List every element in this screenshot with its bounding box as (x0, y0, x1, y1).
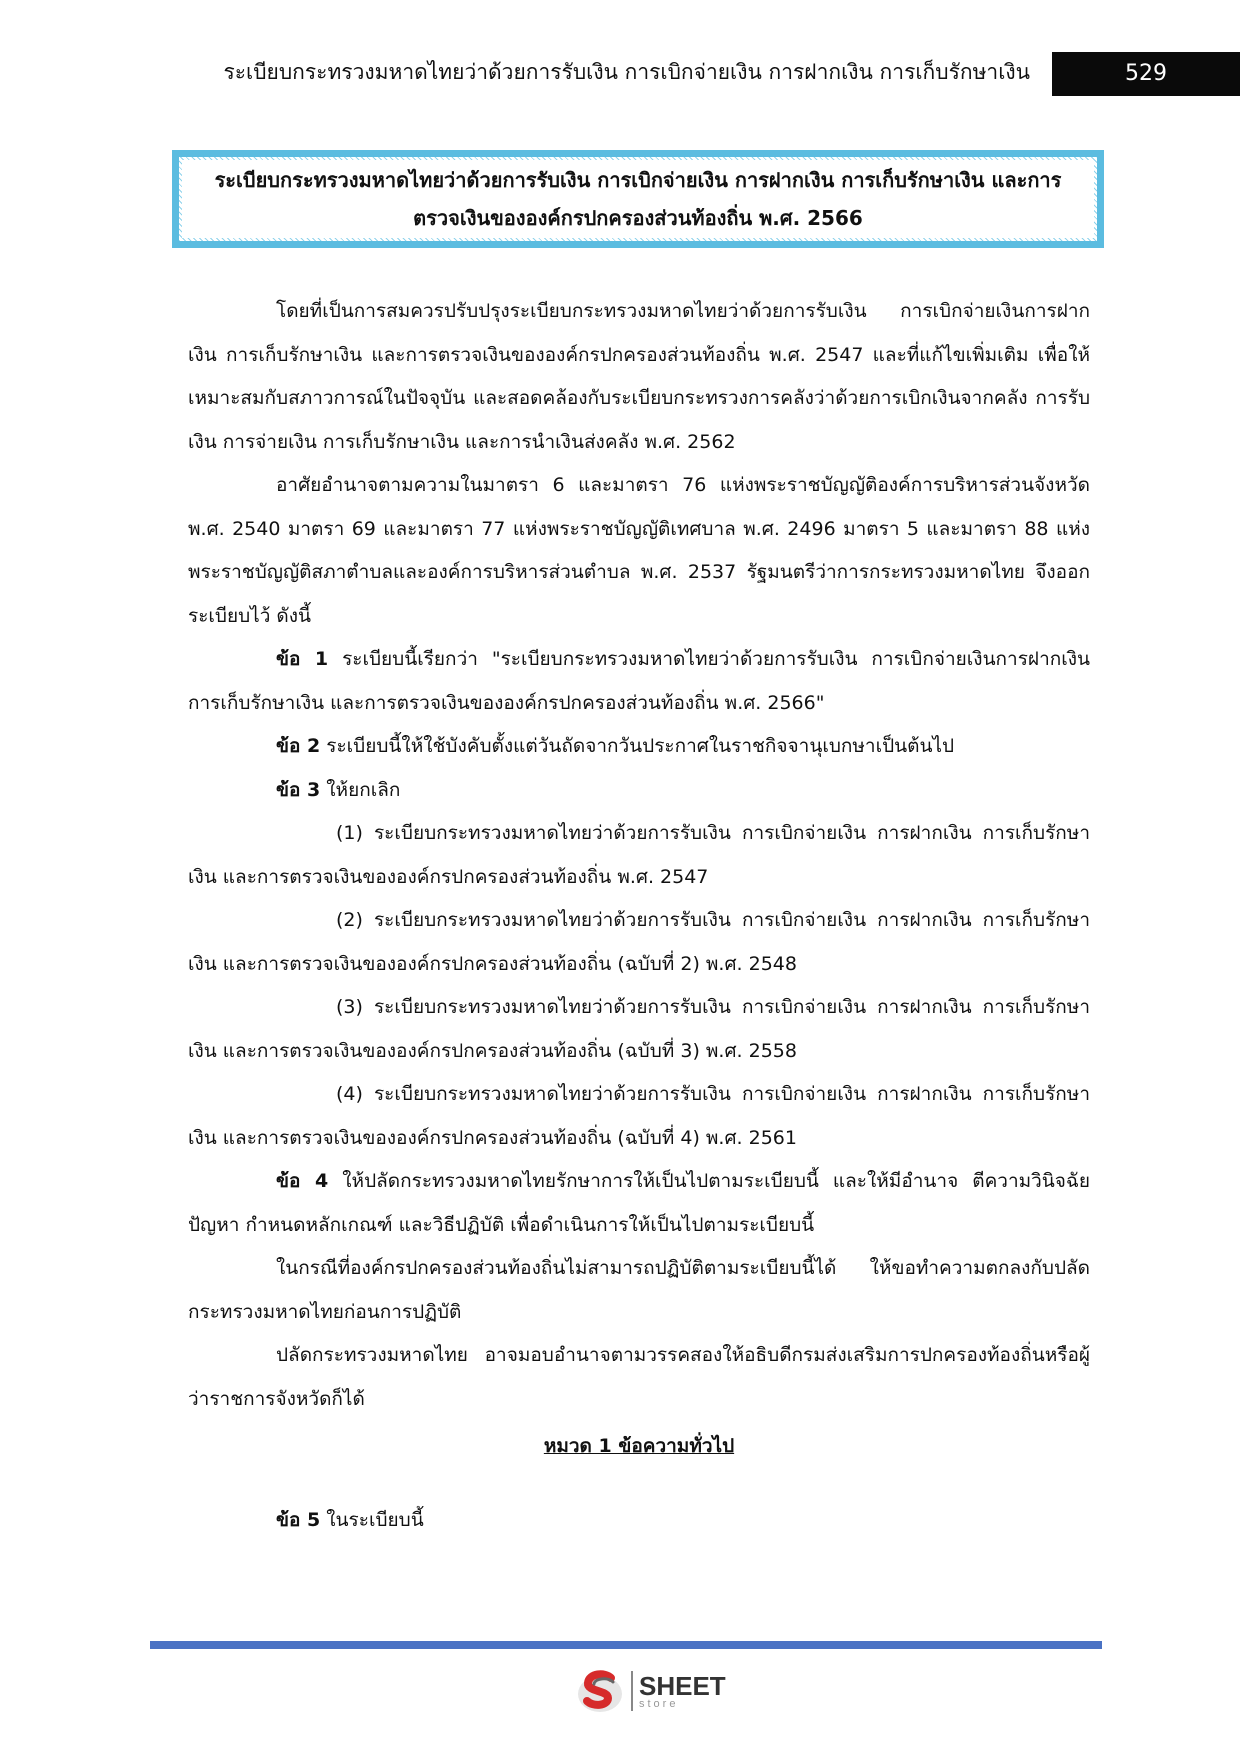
article-1-text: ระเบียบนี้เรียกว่า "ระเบียบกระทรวงมหาดไทยว่าด้วยการรับเงิน การเบิกจ่ายเงินการฝากเงิน การเก็บรักษาเงิน และการตรวจเงินขององค์กรปกครองส่วนท้องถิ่น พ.ศ. 2566" (188, 648, 1090, 714)
footer-rule (150, 1641, 1102, 1649)
article-3 (188, 769, 1090, 813)
logo-word: SHEET (639, 1670, 726, 1701)
article-5-label: ข้อ 5 (276, 1508, 321, 1531)
preamble-paragraph-2: อาศัยอำนาจตามความในมาตรา 6 และมาตรา 76 แห่งพระราชบัญญัติองค์การบริหารส่วนจังหวัด พ.ศ. 2540 มาตรา 69 และมาตรา 77 แห่งพระราชบัญญัติเทศบาล พ.ศ. 2496 มาตรา 5 และมาตรา 88 แห่งพระราชบัญญัติสภาตำบลและองค์การบริหารส่วนตำบล พ.ศ. 2537 รัฐมนตรีว่าการกระทรวงมหาดไทย จึงออกระเบียบไว้ ดังนี้ (188, 474, 1090, 627)
article-4-paragraph-2: ในกรณีที่องค์กรปกครองส่วนท้องถิ่นไม่สามารถปฏิบัติตามระเบียบนี้ได้ ให้ขอทำความตกลงกับปลัดกระทรวงมหาดไทยก่อนการปฏิบัติ (188, 1257, 1090, 1323)
article-4 (188, 1160, 1090, 1247)
article-3-item: (4) ระเบียบกระทรวงมหาดไทยว่าด้วยการรับเงิน การเบิกจ่ายเงิน การฝากเงิน การเก็บรักษาเงิน และการตรวจเงินขององค์กรปกครองส่วนท้องถิ่น (ฉบับที่ 4) พ.ศ. 2561 (188, 1083, 1090, 1149)
article-3-label: ข้อ 3 (276, 778, 321, 801)
preamble-paragraph-1: โดยที่เป็นการสมควรปรับปรุงระเบียบกระทรวงมหาดไทยว่าด้วยการรับเงิน การเบิกจ่ายเงินการฝากเงิน การเก็บรักษาเงิน และการตรวจเงินขององค์กรปกครองส่วนท้องถิ่น พ.ศ. 2547 และที่แก้ไขเพิ่มเติม เพื่อให้เหมาะสมกับสภาวการณ์ในปัจจุบัน และสอดคล้องกับระเบียบกระทรวงการคลังว่าด้วยการเบิกเงินจากคลัง การรับเงิน การจ่ายเงิน การเก็บรักษาเงิน และการนำเงินส่งคลัง พ.ศ. 2562 (188, 300, 1090, 453)
article-5-text: ในระเบียบนี้ (320, 1508, 424, 1531)
document-title (182, 160, 1094, 238)
running-header: ระเบียบกระทรวงมหาดไทยว่าด้วยการรับเงิน การเบิกจ่ายเงิน การฝากเงิน การเก็บรักษาเงิน (223, 60, 1030, 84)
page-number: 529 (1052, 52, 1240, 96)
sheet-store-logo (575, 1662, 745, 1720)
article-1-label: ข้อ 1 (276, 648, 329, 670)
article-3-item: (1) ระเบียบกระทรวงมหาดไทยว่าด้วยการรับเงิน การเบิกจ่ายเงิน การฝากเงิน การเก็บรักษาเงิน และการตรวจเงินขององค์กรปกครองส่วนท้องถิ่น พ.ศ. 2547 (188, 822, 1090, 888)
article-3-item: (2) ระเบียบกระทรวงมหาดไทยว่าด้วยการรับเงิน การเบิกจ่ายเงิน การฝากเงิน การเก็บรักษาเงิน และการตรวจเงินขององค์กรปกครองส่วนท้องถิ่น (ฉบับที่ 2) พ.ศ. 2548 (188, 909, 1090, 975)
sheet-store-s-icon (575, 1666, 625, 1716)
article-3-item: (3) ระเบียบกระทรวงมหาดไทยว่าด้วยการรับเงิน การเบิกจ่ายเงิน การฝากเงิน การเก็บรักษาเงิน และการตรวจเงินขององค์กรปกครองส่วนท้องถิ่น (ฉบับที่ 3) พ.ศ. 2558 (188, 996, 1090, 1062)
article-2-label: ข้อ 2 (276, 735, 321, 757)
article-4-text: ให้ปลัดกระทรวงมหาดไทยรักษาการให้เป็นไปตามระเบียบนี้ และให้มีอำนาจ ตีความวินิจฉัยปัญหา กำหนดหลักเกณฑ์ และวิธีปฏิบัติ เพื่อดำเนินการให้เป็นไปตามระเบียบนี้ (188, 1170, 1091, 1236)
logo-subtitle: store (639, 1697, 679, 1710)
logo-separator (631, 1671, 633, 1711)
title-line-2: ตรวจเงินขององค์กรปกครองส่วนท้องถิ่น พ.ศ. 2566 (413, 206, 863, 230)
article-5 (188, 1499, 1090, 1543)
article-1 (188, 638, 1090, 725)
document-body (188, 290, 1090, 1542)
article-3-text: ให้ยกเลิก (320, 778, 401, 801)
article-4-label: ข้อ 4 (276, 1170, 329, 1192)
article-2 (188, 725, 1090, 769)
title-box (172, 150, 1104, 248)
article-2-text: ระเบียบนี้ให้ใช้บังคับตั้งแต่วันถัดจากวันประกาศในราชกิจจานุเบกษาเป็นต้นไป (320, 735, 955, 757)
title-line-1: ระเบียบกระทรวงมหาดไทยว่าด้วยการรับเงิน การเบิกจ่ายเงิน การฝากเงิน การเก็บรักษาเงิน และการ (214, 168, 1062, 192)
logo-text (639, 1670, 726, 1710)
section-heading: หมวด 1 ข้อความทั่วไป (543, 1435, 735, 1457)
article-4-paragraph-3: ปลัดกระทรวงมหาดไทย อาจมอบอำนาจตามวรรคสองให้อธิบดีกรมส่งเสริมการปกครองท้องถิ่นหรือผู้ว่าราชการจังหวัดก็ได้ (188, 1344, 1090, 1410)
